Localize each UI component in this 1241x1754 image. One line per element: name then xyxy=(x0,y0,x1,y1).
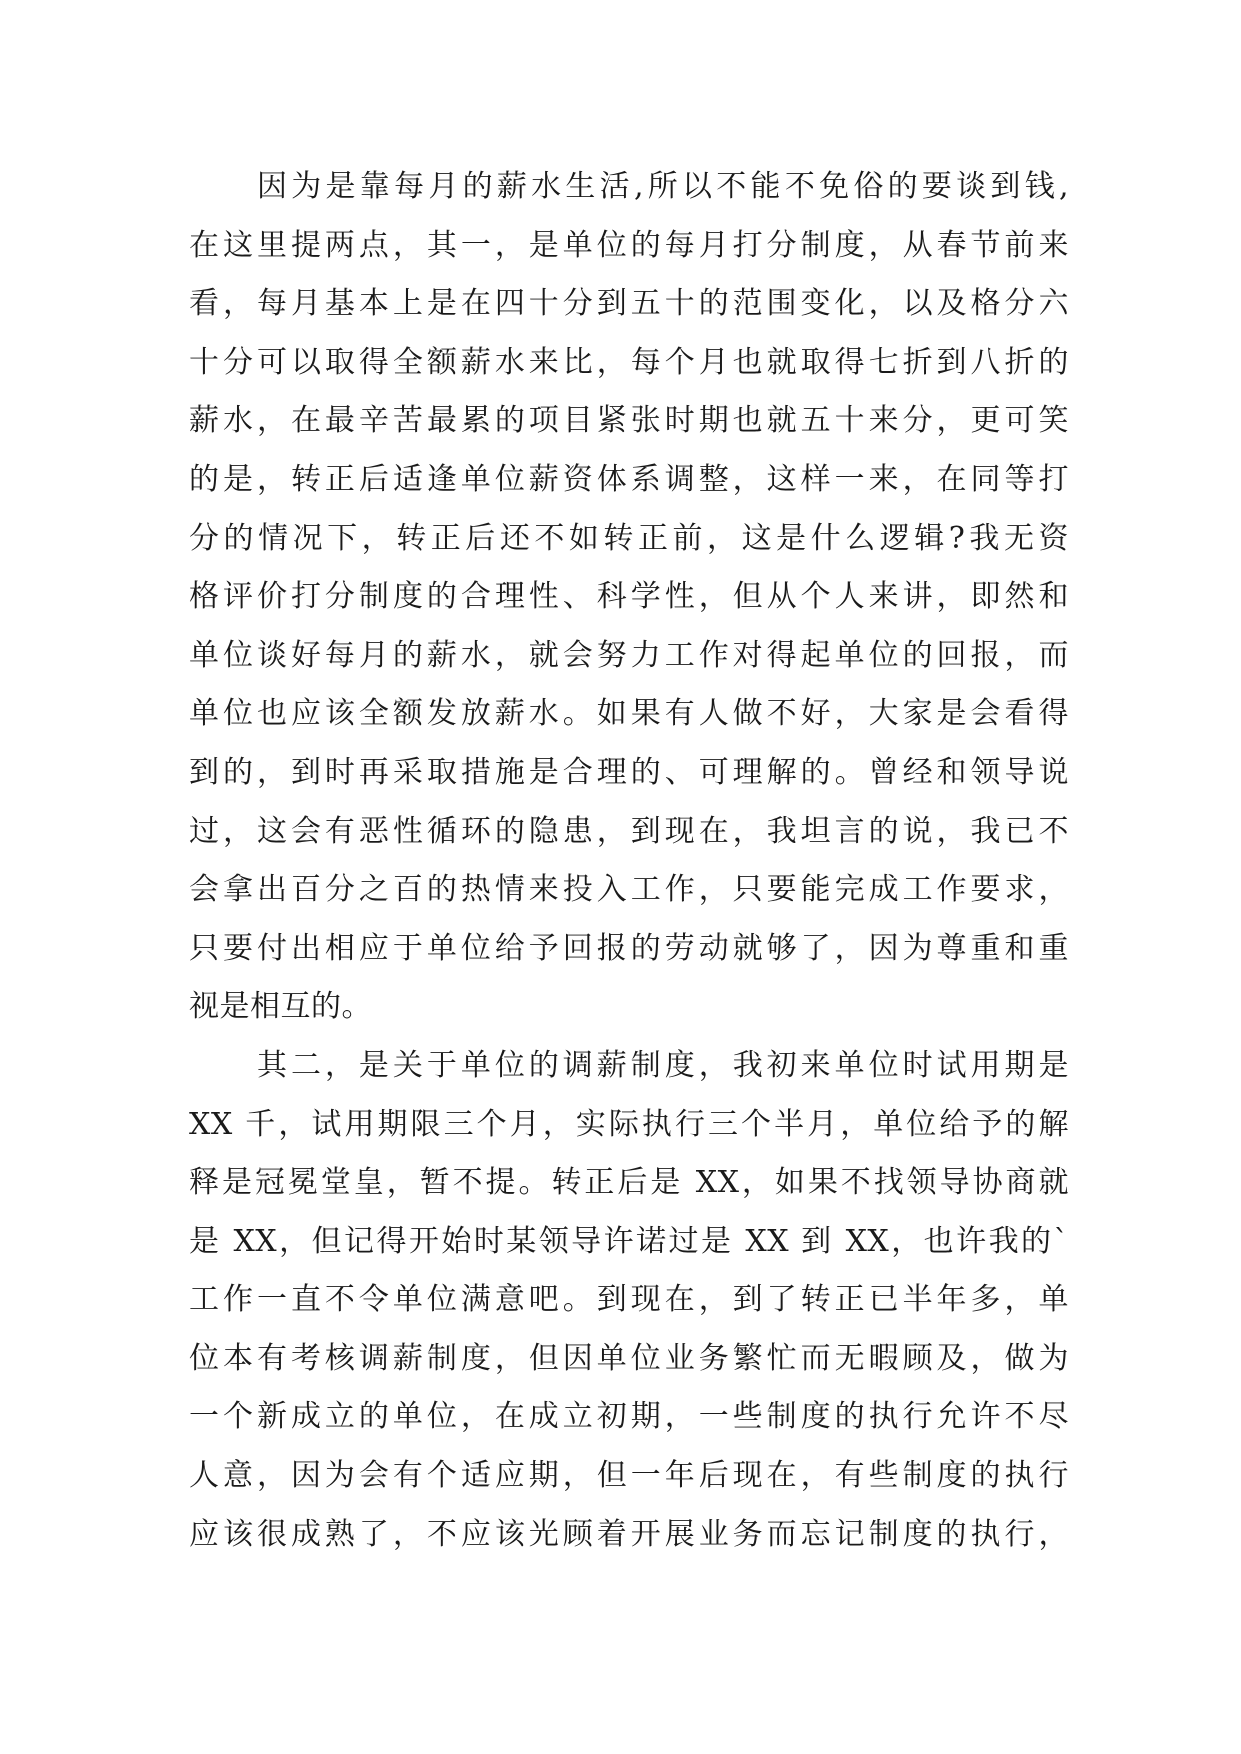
text-line: 看，每月基本上是在四十分到五十的范围变化，以及格分六 xyxy=(189,286,1069,322)
text-line: 人意，因为会有个适应期，但一年后现在，有些制度的执行 xyxy=(189,1458,1069,1494)
text-line: XX 千，试用期限三个月，实际执行三个半月，单位给予的解 xyxy=(189,1106,1069,1142)
text-line: 视是相互的。 xyxy=(189,989,372,1025)
text-line: 是 XX，但记得开始时某领导许诺过是 XX 到 XX，也许我的` xyxy=(189,1223,1069,1259)
text-line: 因为是靠每月的薪水生活,所以不能不免俗的要谈到钱, xyxy=(257,169,1069,204)
text-line: 的是，转正后适逢单位薪资体系调整，这样一来，在同等打 xyxy=(189,461,1069,497)
paragraph-2 xyxy=(189,1037,1069,1564)
text-line: 其二，是关于单位的调薪制度，我初来单位时试用期是 xyxy=(257,1047,1069,1083)
text-line: 单位也应该全额发放薪水。如果有人做不好，大家是会看得 xyxy=(189,696,1069,732)
paragraph-1 xyxy=(189,158,1069,1037)
text-line: 会拿出百分之百的热情来投入工作，只要能完成工作要求， xyxy=(189,872,1069,908)
text-line: 释是冠冕堂皇，暂不提。转正后是 XX，如果不找领导协商就 xyxy=(189,1165,1069,1201)
text-line: 单位谈好每月的薪水，就会努力工作对得起单位的回报，而 xyxy=(189,637,1069,673)
text-line: 位本有考核调薪制度，但因单位业务繁忙而无暇顾及，做为 xyxy=(189,1340,1069,1376)
text-line: 应该很成熟了，不应该光顾着开展业务而忘记制度的执行， xyxy=(189,1516,1069,1552)
text-line: 薪水，在最辛苦最累的项目紧张时期也就五十来分，更可笑 xyxy=(189,403,1069,439)
text-line: 一个新成立的单位，在成立初期，一些制度的执行允许不尽 xyxy=(189,1399,1069,1435)
text-line: 过，这会有恶性循环的隐患，到现在，我坦言的说，我已不 xyxy=(189,813,1069,849)
text-line: 工作一直不令单位满意吧。到现在，到了转正已半年多，单 xyxy=(189,1282,1069,1318)
text-line: 到的，到时再采取措施是合理的、可理解的。曾经和领导说 xyxy=(189,754,1069,790)
text-line: 在这里提两点，其一，是单位的每月打分制度，从春节前来 xyxy=(189,227,1069,263)
document-body xyxy=(189,158,1069,1564)
text-line: 十分可以取得全额薪水来比，每个月也就取得七折到八折的 xyxy=(189,344,1069,380)
text-line: 分的情况下，转正后还不如转正前，这是什么逻辑?我无资 xyxy=(189,520,1069,556)
text-line: 格评价打分制度的合理性、科学性，但从个人来讲，即然和 xyxy=(189,579,1069,615)
text-line: 只要付出相应于单位给予回报的劳动就够了，因为尊重和重 xyxy=(189,930,1069,966)
